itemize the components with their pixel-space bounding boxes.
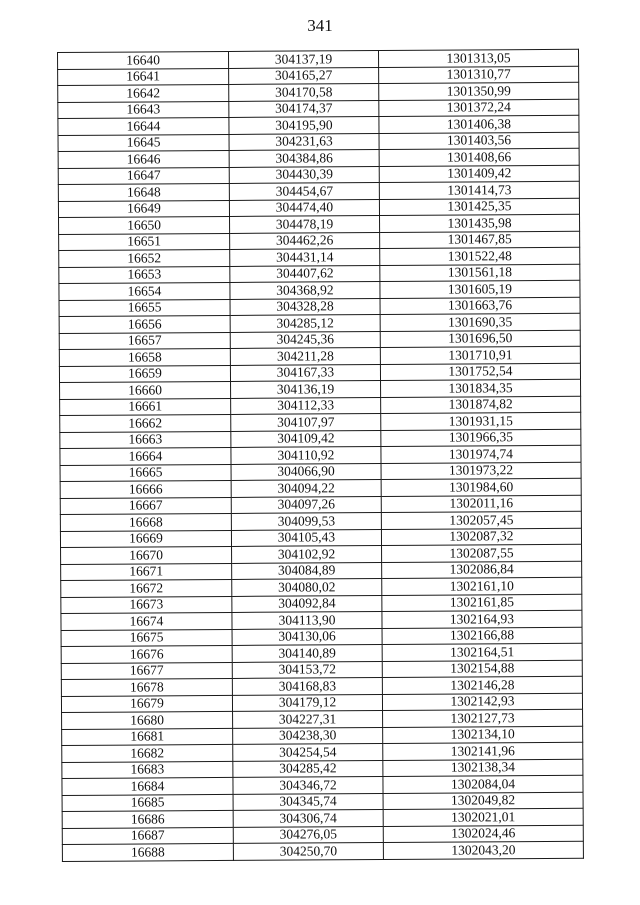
point-number-cell: 16669: [60, 530, 231, 548]
point-number-cell: 16660: [60, 381, 231, 399]
y-coordinate-cell: 1301874,82: [381, 396, 581, 414]
coordinates-table: [57, 49, 584, 862]
y-coordinate-cell: 1302086,84: [382, 561, 582, 579]
x-coordinate-cell: 304094,22: [231, 480, 381, 497]
x-coordinate-cell: 304153,72: [232, 661, 382, 678]
point-number-cell: 16675: [61, 629, 232, 647]
x-coordinate-cell: 304174,37: [229, 100, 379, 117]
y-coordinate-cell: 1301310,77: [379, 66, 579, 84]
x-coordinate-cell: 304109,42: [231, 430, 381, 447]
y-coordinate-cell: 1301696,50: [380, 330, 580, 348]
x-coordinate-cell: 304136,19: [231, 381, 381, 398]
x-coordinate-cell: 304407,62: [230, 265, 380, 282]
point-number-cell: 16680: [62, 711, 233, 729]
x-coordinate-cell: 304080,02: [232, 579, 382, 596]
point-number-cell: 16667: [60, 497, 231, 515]
y-coordinate-cell: 1302043,20: [383, 841, 583, 859]
x-coordinate-cell: 304099,53: [231, 513, 381, 530]
y-coordinate-cell: 1302154,88: [382, 660, 582, 678]
point-number-cell: 16678: [61, 678, 232, 696]
y-coordinate-cell: 1301435,98: [380, 214, 580, 232]
y-coordinate-cell: 1301834,35: [381, 379, 581, 397]
point-number-cell: 16650: [59, 216, 230, 234]
x-coordinate-cell: 304430,39: [229, 166, 379, 183]
point-number-cell: 16687: [62, 827, 233, 845]
point-number-cell: 16647: [58, 167, 229, 185]
x-coordinate-cell: 304110,92: [231, 447, 381, 464]
x-coordinate-cell: 304130,06: [232, 628, 382, 645]
point-number-cell: 16651: [59, 233, 230, 251]
x-coordinate-cell: 304107,97: [231, 414, 381, 431]
y-coordinate-cell: 1301467,85: [380, 231, 580, 249]
y-coordinate-cell: 1301690,35: [380, 313, 580, 331]
x-coordinate-cell: 304462,26: [230, 232, 380, 249]
y-coordinate-cell: 1302057,45: [381, 511, 581, 529]
x-coordinate-cell: 304137,19: [228, 51, 378, 68]
y-coordinate-cell: 1302138,34: [383, 759, 583, 777]
y-coordinate-cell: 1302134,10: [383, 726, 583, 744]
y-coordinate-cell: 1302141,96: [383, 742, 583, 760]
x-coordinate-cell: 304245,36: [230, 331, 380, 348]
point-number-cell: 16664: [60, 447, 231, 465]
point-number-cell: 16661: [60, 398, 231, 416]
x-coordinate-cell: 304113,90: [232, 612, 382, 629]
y-coordinate-cell: 1301372,24: [379, 99, 579, 117]
x-coordinate-cell: 304478,19: [230, 216, 380, 233]
point-number-cell: 16666: [60, 480, 231, 498]
x-coordinate-cell: 304231,63: [229, 133, 379, 150]
y-coordinate-cell: 1301931,15: [381, 412, 581, 430]
point-number-cell: 16671: [61, 563, 232, 581]
y-coordinate-cell: 1301313,05: [378, 49, 578, 67]
point-number-cell: 16673: [61, 596, 232, 614]
point-number-cell: 16676: [61, 645, 232, 663]
y-coordinate-cell: 1302161,10: [382, 577, 582, 595]
y-coordinate-cell: 1301710,91: [380, 346, 580, 364]
point-number-cell: 16668: [60, 513, 231, 531]
point-number-cell: 16649: [58, 200, 229, 218]
x-coordinate-cell: 304454,67: [229, 183, 379, 200]
y-coordinate-cell: 1301409,42: [379, 165, 579, 183]
y-coordinate-cell: 1302049,82: [383, 792, 583, 810]
y-coordinate-cell: 1302024,46: [383, 825, 583, 843]
point-number-cell: 16681: [62, 728, 233, 746]
x-coordinate-cell: 304306,74: [233, 810, 383, 827]
y-coordinate-cell: 1302166,88: [382, 627, 582, 645]
x-coordinate-cell: 304170,58: [229, 84, 379, 101]
x-coordinate-cell: 304165,27: [229, 67, 379, 84]
point-number-cell: 16657: [59, 332, 230, 350]
x-coordinate-cell: 304276,05: [233, 826, 383, 843]
point-number-cell: 16686: [62, 810, 233, 828]
point-number-cell: 16663: [60, 431, 231, 449]
x-coordinate-cell: 304346,72: [233, 777, 383, 794]
x-coordinate-cell: 304431,14: [230, 249, 380, 266]
y-coordinate-cell: 1301406,38: [379, 115, 579, 133]
point-number-cell: 16684: [62, 777, 233, 795]
x-coordinate-cell: 304211,28: [230, 348, 380, 365]
point-number-cell: 16672: [61, 579, 232, 597]
x-coordinate-cell: 304102,92: [232, 546, 382, 563]
y-coordinate-cell: 1301966,35: [381, 429, 581, 447]
y-coordinate-cell: 1301350,99: [379, 82, 579, 100]
y-coordinate-cell: 1302087,55: [382, 544, 582, 562]
x-coordinate-cell: 304285,12: [230, 315, 380, 332]
y-coordinate-cell: 1301561,18: [380, 264, 580, 282]
point-number-cell: 16662: [60, 414, 231, 432]
point-number-cell: 16688: [62, 843, 233, 861]
y-coordinate-cell: 1301974,74: [381, 445, 581, 463]
y-coordinate-cell: 1302087,32: [381, 528, 581, 546]
point-number-cell: 16679: [61, 695, 232, 713]
y-coordinate-cell: 1301408,66: [379, 148, 579, 166]
x-coordinate-cell: 304168,83: [232, 678, 382, 695]
x-coordinate-cell: 304195,90: [229, 117, 379, 134]
y-coordinate-cell: 1302011,16: [381, 495, 581, 513]
y-coordinate-cell: 1302142,93: [382, 693, 582, 711]
y-coordinate-cell: 1301984,60: [381, 478, 581, 496]
y-coordinate-cell: 1301414,73: [379, 181, 579, 199]
x-coordinate-cell: 304345,74: [233, 793, 383, 810]
point-number-cell: 16683: [62, 761, 233, 779]
point-number-cell: 16665: [60, 464, 231, 482]
point-number-cell: 16674: [61, 612, 232, 630]
x-coordinate-cell: 304227,31: [233, 711, 383, 728]
point-number-cell: 16643: [58, 101, 229, 119]
point-number-cell: 16653: [59, 266, 230, 284]
y-coordinate-cell: 1301663,76: [380, 297, 580, 315]
point-number-cell: 16640: [58, 51, 229, 69]
x-coordinate-cell: 304384,86: [229, 150, 379, 167]
table-body: [58, 49, 584, 861]
y-coordinate-cell: 1301605,19: [380, 280, 580, 298]
x-coordinate-cell: 304097,26: [231, 496, 381, 513]
y-coordinate-cell: 1301973,22: [381, 462, 581, 480]
point-number-cell: 16654: [59, 282, 230, 300]
y-coordinate-cell: 1301522,48: [380, 247, 580, 265]
x-coordinate-cell: 304250,70: [233, 843, 383, 860]
x-coordinate-cell: 304092,84: [232, 595, 382, 612]
y-coordinate-cell: 1301425,35: [379, 198, 579, 216]
point-number-cell: 16655: [59, 299, 230, 317]
y-coordinate-cell: 1302146,28: [382, 676, 582, 694]
y-coordinate-cell: 1302164,93: [382, 610, 582, 628]
point-number-cell: 16658: [59, 348, 230, 366]
x-coordinate-cell: 304179,12: [232, 694, 382, 711]
y-coordinate-cell: 1302161,85: [382, 594, 582, 612]
point-number-cell: 16642: [58, 84, 229, 102]
x-coordinate-cell: 304474,40: [229, 199, 379, 216]
x-coordinate-cell: 304084,89: [232, 562, 382, 579]
table-row: [62, 841, 583, 861]
point-number-cell: 16656: [59, 315, 230, 333]
point-number-cell: 16652: [59, 249, 230, 267]
point-number-cell: 16641: [58, 68, 229, 86]
x-coordinate-cell: 304238,30: [233, 727, 383, 744]
point-number-cell: 16644: [58, 117, 229, 135]
y-coordinate-cell: 1302164,51: [382, 643, 582, 661]
x-coordinate-cell: 304285,42: [233, 760, 383, 777]
x-coordinate-cell: 304112,33: [231, 397, 381, 414]
point-number-cell: 16682: [62, 744, 233, 762]
x-coordinate-cell: 304167,33: [230, 364, 380, 381]
y-coordinate-cell: 1301403,56: [379, 132, 579, 150]
y-coordinate-cell: 1302127,73: [383, 709, 583, 727]
point-number-cell: 16645: [58, 134, 229, 152]
point-number-cell: 16677: [61, 662, 232, 680]
x-coordinate-cell: 304066,90: [231, 463, 381, 480]
x-coordinate-cell: 304328,28: [230, 298, 380, 315]
x-coordinate-cell: 304368,92: [230, 282, 380, 299]
y-coordinate-cell: 1302084,04: [383, 775, 583, 793]
page-number: 341: [307, 16, 333, 35]
x-coordinate-cell: 304105,43: [231, 529, 381, 546]
point-number-cell: 16646: [58, 150, 229, 168]
y-coordinate-cell: 1302021,01: [383, 808, 583, 826]
point-number-cell: 16648: [58, 183, 229, 201]
point-number-cell: 16670: [61, 546, 232, 564]
point-number-cell: 16659: [59, 365, 230, 383]
x-coordinate-cell: 304140,89: [232, 645, 382, 662]
point-number-cell: 16685: [62, 794, 233, 812]
x-coordinate-cell: 304254,54: [233, 744, 383, 761]
y-coordinate-cell: 1301752,54: [380, 363, 580, 381]
